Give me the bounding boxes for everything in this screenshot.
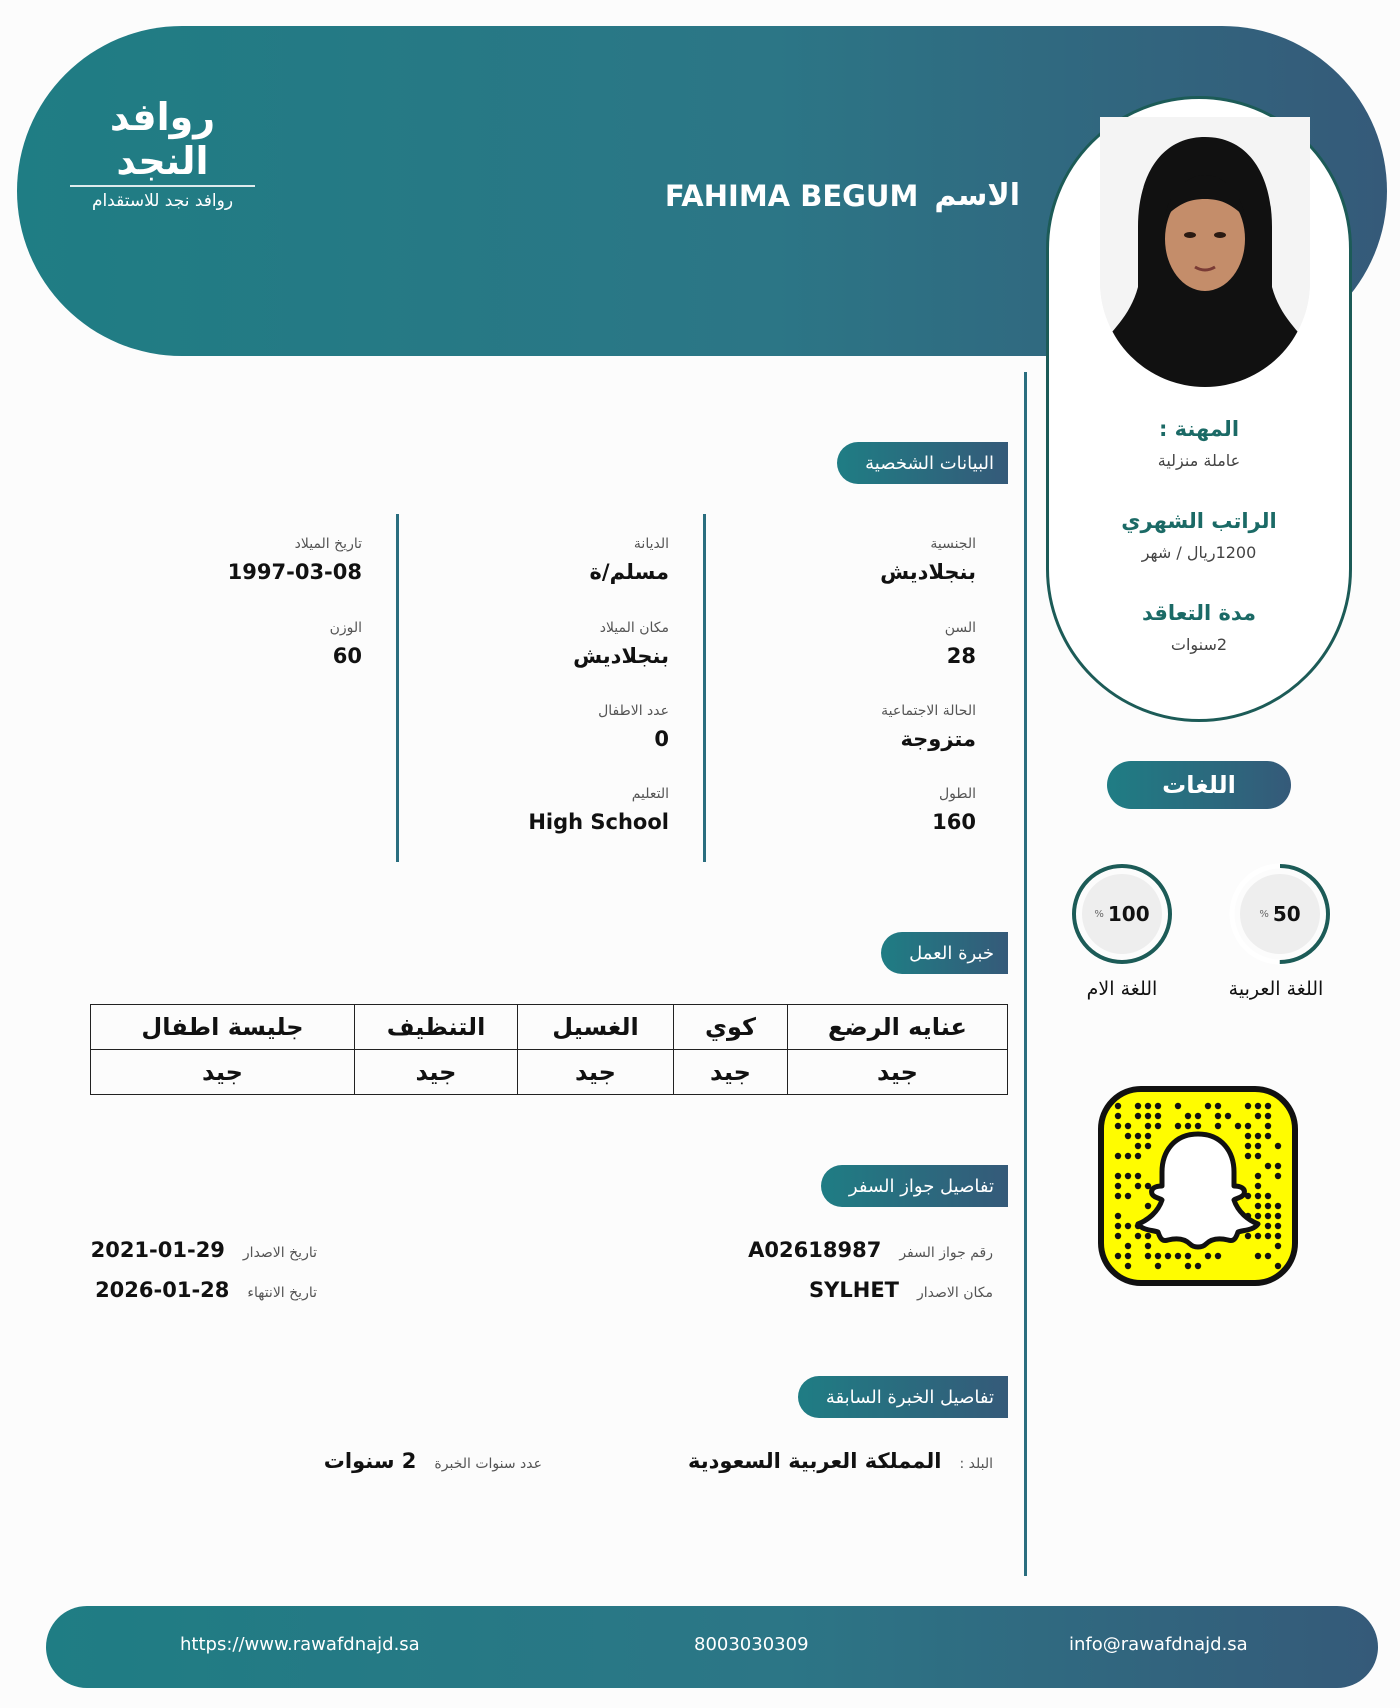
snapcode-dot (1115, 1193, 1121, 1199)
birthplace-label: مكان الميلاد (599, 620, 669, 636)
education-label: التعليم (631, 786, 669, 802)
expiry-date-label: تاريخ الانتهاء (247, 1285, 317, 1301)
salary-label: الراتب الشهري (1121, 509, 1277, 533)
snapcode-dot (1245, 1123, 1251, 1129)
children-field (598, 703, 669, 751)
experience-years-value: 2 سنوات (323, 1449, 417, 1473)
skill-value-washing: جيد (518, 1050, 674, 1095)
birthplace-value: بنجلاديش (573, 644, 669, 668)
issue-date-label: تاريخ الاصدار (242, 1245, 317, 1261)
snapcode-dot (1245, 1103, 1251, 1109)
snapcode-dot (1115, 1253, 1121, 1259)
snapcode-dot (1175, 1253, 1181, 1259)
snapcode-dot (1245, 1133, 1251, 1139)
snapcode-dot (1265, 1163, 1271, 1169)
snapcode-dot (1125, 1243, 1131, 1249)
snapcode-dot (1275, 1223, 1281, 1229)
snapcode-dot (1255, 1173, 1261, 1179)
education-field (528, 786, 669, 834)
snapcode-dot (1215, 1103, 1221, 1109)
language-name-mother-tongue: اللغة الام (1086, 978, 1158, 1000)
snapcode-dot (1145, 1123, 1151, 1129)
marital-status-value: متزوجة (900, 727, 976, 751)
experience-years-label: عدد سنوات الخبرة (434, 1456, 542, 1472)
snapcode-dot (1235, 1123, 1241, 1129)
snapcode-dot (1255, 1193, 1261, 1199)
weight-value: 60 (332, 644, 362, 668)
issue-place-value: SYLHET (809, 1278, 899, 1302)
height-field (932, 786, 976, 834)
skill-value-babysitting: جيد (91, 1050, 355, 1095)
snapcode-dot (1265, 1103, 1271, 1109)
snapcode-dot (1245, 1233, 1251, 1239)
snapcode-dot (1135, 1173, 1141, 1179)
snapcode-dot (1195, 1123, 1201, 1129)
snapcode-dot (1145, 1113, 1151, 1119)
snapcode-dot (1135, 1143, 1141, 1149)
snapcode-dot (1125, 1223, 1131, 1229)
snapcode-dot (1185, 1253, 1191, 1259)
birthplace-field (573, 620, 669, 668)
birth-date-field (228, 536, 362, 584)
skill-value-infant-care: جيد (788, 1050, 1008, 1095)
children-value: 0 (654, 727, 669, 751)
snapcode-dot (1255, 1113, 1261, 1119)
snapcode-dot (1265, 1113, 1271, 1119)
languages-title: اللغات (1107, 761, 1291, 809)
snapcode-dot (1195, 1113, 1201, 1119)
language-percent-mother-tongue: 100 (1107, 902, 1150, 926)
height-label: الطول (938, 786, 976, 802)
contract-label: مدة التعاقد (1141, 601, 1257, 625)
snapcode-dot (1255, 1183, 1261, 1189)
snapcode-dot (1155, 1263, 1161, 1269)
age-field (945, 620, 976, 668)
snapcode-dot (1255, 1153, 1261, 1159)
passport-number-row (748, 1238, 993, 1262)
snapcode-dot (1265, 1233, 1271, 1239)
birth-date-label: تاريخ الميلاد (294, 536, 362, 552)
skill-value-ironing: جيد (674, 1050, 788, 1095)
passport-number-label: رقم جواز السفر (899, 1245, 993, 1261)
snapcode-dot (1255, 1103, 1261, 1109)
snapcode-dot (1275, 1203, 1281, 1209)
weight-label: الوزن (329, 620, 362, 636)
email-link[interactable]: info@rawafdnajd.sa (1069, 1634, 1248, 1655)
profession-value: عاملة منزلية (1157, 451, 1241, 470)
snapcode-dot (1145, 1143, 1151, 1149)
snapcode-dot (1125, 1123, 1131, 1129)
contract-block (1049, 601, 1349, 654)
snapcode-dot (1265, 1193, 1271, 1199)
phone-number[interactable]: 8003030309 (694, 1634, 809, 1655)
candidate-photo (1100, 117, 1310, 387)
nationality-field (880, 536, 976, 584)
experience-years-row (324, 1449, 542, 1473)
profile-card (1046, 96, 1352, 722)
salary-block (1049, 509, 1349, 562)
religion-value: مسلم/ة (589, 560, 669, 584)
percent-symbol: % (1094, 908, 1104, 920)
snapcode-dot (1265, 1133, 1271, 1139)
snapcode-dot (1255, 1213, 1261, 1219)
snapcode-dot (1135, 1233, 1141, 1239)
snapcode-dot (1115, 1233, 1121, 1239)
snapcode-dot (1185, 1123, 1191, 1129)
snapcode-dot (1125, 1133, 1131, 1139)
snapcode-dot (1145, 1233, 1151, 1239)
snapcode-dot (1275, 1233, 1281, 1239)
language-ring-mother-tongue (1070, 862, 1174, 966)
snapcode-dot (1275, 1173, 1281, 1179)
skill-value-cleaning: جيد (355, 1050, 518, 1095)
religion-field (590, 536, 669, 584)
section-personal-data: البيانات الشخصية (837, 442, 1008, 484)
profession-block (1049, 417, 1349, 470)
snapcode-dot (1215, 1123, 1221, 1129)
snapcode-dot (1155, 1253, 1161, 1259)
children-label: عدد الاطفال (598, 703, 669, 719)
snapcode-dot (1155, 1103, 1161, 1109)
name-label: الاسم (934, 178, 1020, 213)
birth-date-value: 1997-03-08 (227, 560, 362, 584)
section-work-experience: خبرة العمل (881, 932, 1008, 974)
snapcode-dot (1125, 1173, 1131, 1179)
snapcode-dot (1215, 1113, 1221, 1119)
snapcode-dot (1255, 1143, 1261, 1149)
height-value: 160 (932, 810, 976, 834)
issue-date-row (91, 1238, 317, 1262)
snapcode-dot (1135, 1153, 1141, 1159)
age-label: السن (944, 620, 976, 636)
skill-header-babysitting: جليسة اطفال (91, 1005, 355, 1050)
snapcode-dot (1265, 1123, 1271, 1129)
snapcode-dot (1185, 1263, 1191, 1269)
marital-status-field (881, 703, 976, 751)
logo-mark: روافد النجد (70, 95, 255, 187)
expiry-date-value: 2026-01-28 (95, 1278, 230, 1302)
snapcode-dot (1225, 1113, 1231, 1119)
snapcode-dot (1115, 1103, 1121, 1109)
snapcode-dot (1255, 1253, 1261, 1259)
skill-header-ironing: كوي (674, 1005, 788, 1050)
snapcode-dot (1155, 1123, 1161, 1129)
skill-header-infant-care: عنايه الرضع (788, 1005, 1008, 1050)
ring-inner (1082, 874, 1162, 954)
column-divider (703, 514, 706, 862)
snapcode-dot (1205, 1103, 1211, 1109)
snapcode-dot (1175, 1103, 1181, 1109)
nationality-value: بنجلاديش (880, 560, 976, 584)
snapcode-dot (1145, 1103, 1151, 1109)
language-name-arabic: اللغة العربية (1228, 978, 1324, 1000)
religion-label: الديانة (633, 536, 669, 552)
snapcode-dot (1275, 1163, 1281, 1169)
age-value: 28 (946, 644, 976, 668)
snapcode-dot (1275, 1143, 1281, 1149)
snapchat-code[interactable] (1098, 1086, 1298, 1286)
snapcode-dot (1115, 1113, 1121, 1119)
vertical-divider (1024, 372, 1027, 1576)
issue-place-label: مكان الاصدار (917, 1285, 993, 1301)
language-percent-arabic: 50 (1272, 902, 1301, 926)
logo-subtitle: روافد نجد للاستقدام (91, 191, 234, 211)
snapcode-dot (1155, 1113, 1161, 1119)
salary-value: 1200ريال / شهر (1141, 543, 1257, 562)
snapcode-dot (1135, 1183, 1141, 1189)
snapcode-dot (1115, 1223, 1121, 1229)
column-divider (396, 514, 399, 862)
issue-date-value: 2021-01-29 (90, 1238, 225, 1262)
passport-number-value: A02618987 (748, 1238, 882, 1262)
language-ring-arabic (1228, 862, 1332, 966)
snapcode-dot (1275, 1213, 1281, 1219)
contract-value: 2سنوات (1170, 635, 1228, 654)
country-value: المملكة العربية السعودية (688, 1449, 942, 1473)
percent-symbol: % (1259, 908, 1269, 920)
section-passport-details: تفاصيل جواز السفر (821, 1165, 1008, 1207)
snapcode-dot (1115, 1173, 1121, 1179)
marital-status-label: الحالة الاجتماعية (881, 703, 976, 719)
ring-inner (1240, 874, 1320, 954)
skills-value-row (91, 1050, 1008, 1095)
snapcode-dot (1265, 1223, 1271, 1229)
snapcode-dot (1125, 1263, 1131, 1269)
snapcode-dot (1265, 1253, 1271, 1259)
name-row (665, 178, 1020, 213)
snapcode-dot (1135, 1133, 1141, 1139)
section-previous-experience: تفاصيل الخبرة السابقة (798, 1376, 1008, 1418)
weight-field (330, 620, 362, 668)
snapcode-dot (1115, 1183, 1121, 1189)
snapcode-dot (1145, 1133, 1151, 1139)
snapcode-dot (1125, 1193, 1131, 1199)
person-silhouette-icon (1100, 117, 1310, 387)
snapcode-dot (1135, 1103, 1141, 1109)
skill-header-washing: الغسيل (518, 1005, 674, 1050)
snapcode-dot (1265, 1213, 1271, 1219)
skills-table (90, 1004, 1008, 1095)
snapcode-dot (1145, 1253, 1151, 1259)
snapcode-dot (1175, 1123, 1181, 1129)
candidate-name: FAHIMA BEGUM (664, 178, 919, 213)
snapcode-dot (1255, 1203, 1261, 1209)
issue-place-row (809, 1278, 993, 1302)
snapcode-dot (1115, 1153, 1121, 1159)
company-logo (70, 95, 255, 211)
snapcode-dot (1205, 1253, 1211, 1259)
nationality-label: الجنسية (930, 536, 976, 552)
snapcode-dot (1195, 1263, 1201, 1269)
snapcode-dot (1275, 1263, 1281, 1269)
country-label: البلد : (959, 1456, 993, 1472)
snapcode-dot (1185, 1113, 1191, 1119)
education-value: High School (528, 810, 669, 834)
snapcode-dot (1215, 1253, 1221, 1259)
snapcode-dot (1265, 1203, 1271, 1209)
snapcode-dot (1275, 1243, 1281, 1249)
snapcode-dot (1135, 1113, 1141, 1119)
profession-label: المهنة : (1158, 417, 1240, 441)
snapcode-dot (1245, 1153, 1251, 1159)
snapcode-dot (1255, 1233, 1261, 1239)
snapcode-dot (1115, 1123, 1121, 1129)
snapcode-dot (1115, 1213, 1121, 1219)
country-row (688, 1449, 993, 1473)
snapcode-dot (1145, 1203, 1151, 1209)
website-link[interactable]: https://www.rawafdnajd.sa (180, 1634, 420, 1655)
expiry-date-row (95, 1278, 317, 1302)
snapcode-dot (1125, 1253, 1131, 1259)
skill-header-cleaning: التنظيف (355, 1005, 518, 1050)
snapcode-dot (1165, 1253, 1171, 1259)
snapcode-dot (1145, 1243, 1151, 1249)
snapcode-dot (1255, 1133, 1261, 1139)
snapcode-dot (1125, 1153, 1131, 1159)
snapchat-ghost-icon (1098, 1086, 1298, 1286)
snapcode-dot (1245, 1143, 1251, 1149)
skills-header-row (91, 1005, 1008, 1050)
